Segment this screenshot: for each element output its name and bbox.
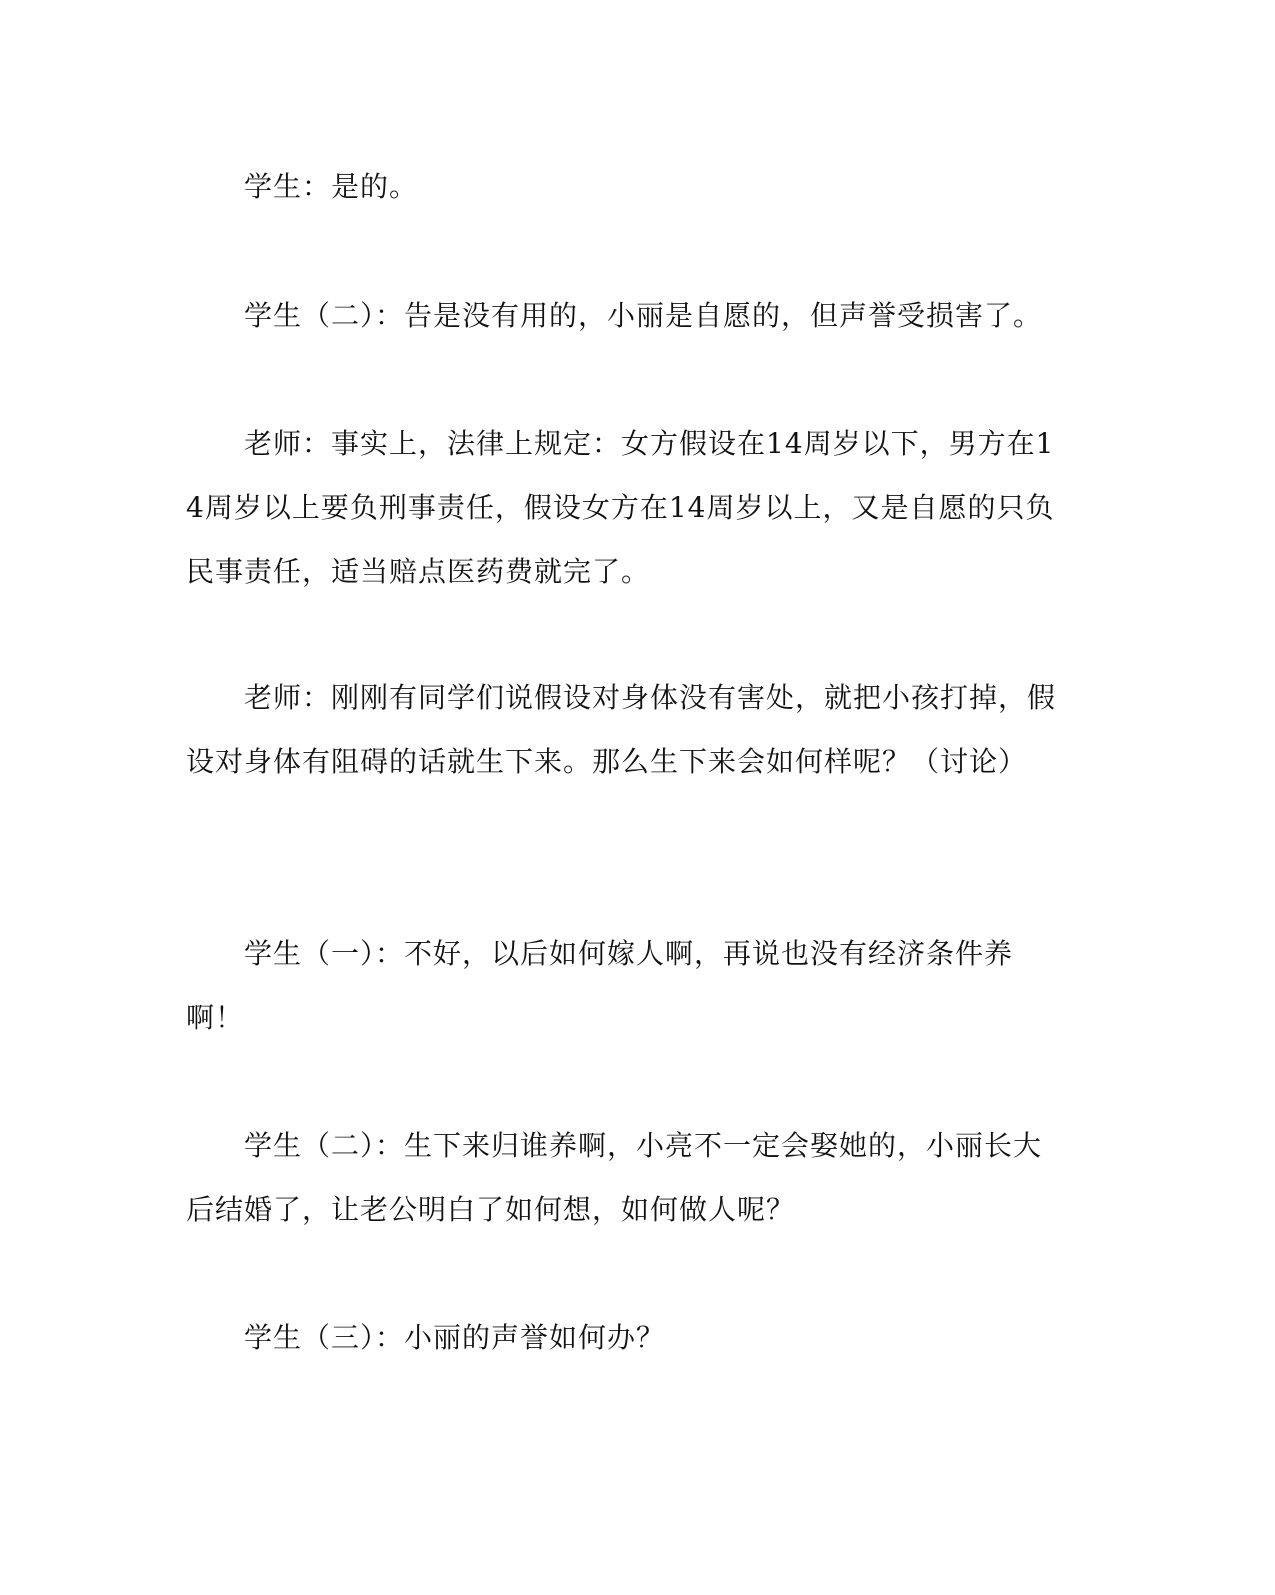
paragraph-student-one: 学生（一）：不好，以后如何嫁人啊，再说也没有经济条件养啊！ [186,937,1014,1034]
paragraph-teacher-law: 老师：事实上，法律上规定：女方假设在14周岁以下，男方在14周岁以上要负刑事责任，假设女方在14周岁以上，又是自愿的只负民事责任，适当赔点医药费就完了。 [186,427,1055,588]
paragraph-teacher-question: 老师：刚刚有同学们说假设对身体没有害处，就把小孩打掉，假设对身体有阻碍的话就生下来。那么生下来会如何样呢？（讨论） [186,681,1057,778]
paragraph-student-three: 学生（三）：小丽的声誉如何办？ [244,1321,666,1354]
paragraph-student-yes: 学生：是的。 [244,170,419,203]
paragraph-student-two-reputation: 学生（二）：告是没有用的，小丽是自愿的，但声誉受损害了。 [244,299,1043,332]
paragraph-student-two-raise: 学生（二）：生下来归谁养啊，小亮不一定会娶她的，小丽长大后结婚了，让老公明白了如何想，如何做人呢？ [186,1129,1043,1226]
